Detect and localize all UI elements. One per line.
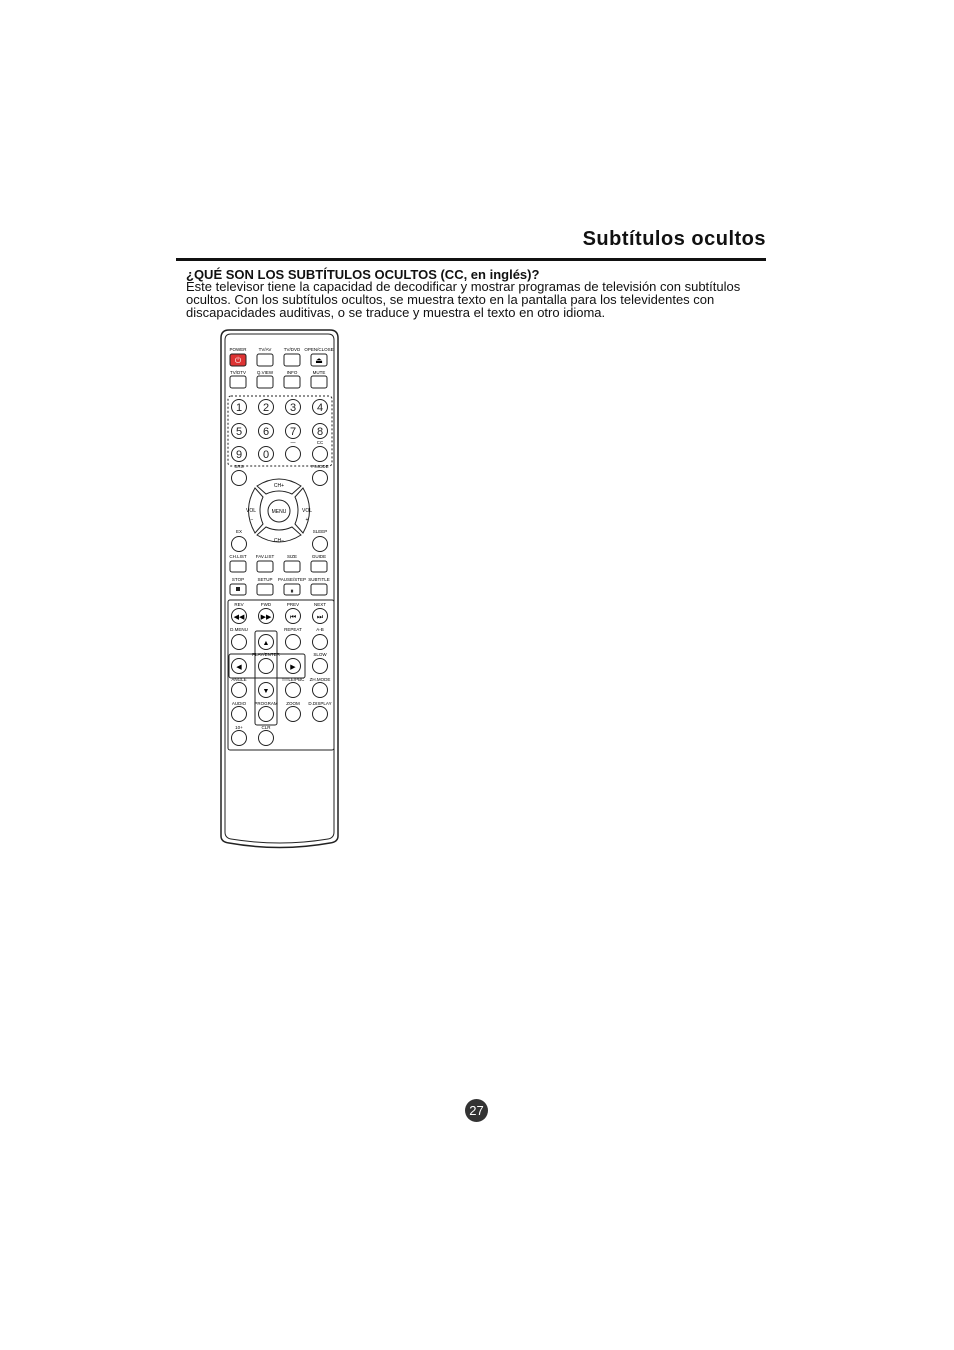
digit-3-label: 3 <box>289 402 297 414</box>
tvdvd-button[interactable] <box>284 354 300 366</box>
clr-button[interactable] <box>259 731 274 746</box>
open-close-label: OPEN/CLOSE <box>304 347 334 352</box>
menu-label: MENU <box>271 509 287 515</box>
sleep-button[interactable] <box>313 537 328 552</box>
sleep-label: SLEEP <box>312 529 328 534</box>
next-label: NEXT <box>313 602 327 607</box>
ex-label: EX <box>235 529 243 534</box>
zhmode-button[interactable] <box>313 683 328 698</box>
body-paragraph: Este televisor tiene la capacidad de decodificar y mostrar programas de televisión con subtítulos ocultos. Con los subtítulos ocultos, se muestra texto en la pantalla para los televidentes con discapacidades auditivas, o se traduce y muestra el texto en otro idioma. <box>186 279 741 320</box>
setup-label: SETUP <box>257 577 273 582</box>
button-row-seek <box>232 609 328 624</box>
play-enter-button[interactable] <box>259 659 274 674</box>
favlist-label: FAV.LIST <box>255 554 275 559</box>
digit-4-label: 4 <box>316 402 324 414</box>
digit-1-label: 1 <box>235 402 243 414</box>
repeat-label: REPEAT <box>284 627 302 632</box>
vol-up-label: VOL <box>301 508 313 514</box>
size-button[interactable] <box>284 561 300 572</box>
page-number-badge: 27 <box>465 1099 488 1122</box>
arrow-up-icon: ▲ <box>262 640 270 647</box>
remote-control-illustration <box>212 326 347 852</box>
guide-button[interactable] <box>311 561 327 572</box>
previous-icon: ⏮ <box>289 614 297 621</box>
angle-button[interactable] <box>232 683 247 698</box>
digit-8-label: 8 <box>316 426 324 438</box>
angle-label: ANGLE <box>231 677 247 682</box>
audio-label: AUDIO <box>231 701 247 706</box>
dmenu-label: D.MENU <box>230 627 248 632</box>
cc-button[interactable] <box>313 447 328 462</box>
button-row-1 <box>229 347 333 366</box>
favlist-button[interactable] <box>257 561 273 572</box>
pause-step-label: PAUSE/STEP <box>278 577 306 582</box>
fwd-label: FWD <box>260 602 272 607</box>
pmode-label: P.MODE <box>311 464 329 469</box>
arrow-right-icon: ▶ <box>290 664 296 671</box>
chlist-button[interactable] <box>230 561 246 572</box>
ten-plus-label: 10+ <box>235 725 243 730</box>
setup-button[interactable] <box>257 584 273 595</box>
digit-9-label: 9 <box>235 449 243 461</box>
info-button[interactable] <box>284 376 300 388</box>
info-label: INFO <box>286 370 298 375</box>
subtitle-label: SUBTITLE <box>308 577 330 582</box>
subtitle-button[interactable] <box>311 584 327 595</box>
mute-button[interactable] <box>311 376 327 388</box>
vol-down-label: VOL <box>245 508 257 514</box>
srs-button[interactable] <box>232 471 247 486</box>
ddisplay-button[interactable] <box>313 707 328 722</box>
slow-label: SLOW <box>313 652 327 657</box>
pmode-button[interactable] <box>313 471 328 486</box>
srs-label: SRS <box>234 464 244 469</box>
stop-label: STOP <box>231 577 245 582</box>
next-icon: ⏭ <box>316 614 324 621</box>
fast-forward-icon: ▶▶ <box>260 614 272 621</box>
mute-label: MUTE <box>312 370 326 375</box>
digit-5-label: 5 <box>235 426 243 438</box>
eject-icon: ⏏ <box>315 356 323 365</box>
title-rule <box>176 258 766 261</box>
button-row-lists <box>230 561 327 572</box>
guide-label: GUIDE <box>311 554 327 559</box>
qview-label: Q.VIEW <box>256 370 274 375</box>
ex-button[interactable] <box>232 537 247 552</box>
zoom-button[interactable] <box>286 707 301 722</box>
vol-down-sign: − <box>250 517 254 523</box>
button-row-2 <box>230 370 327 388</box>
arrow-left-icon: ◀ <box>236 664 242 671</box>
rev-label: REV <box>234 602 244 607</box>
tvav-button[interactable] <box>257 354 273 366</box>
section-heading: ¿QUÉ SON LOS SUBTÍTULOS OCULTOS (CC, en inglés)? <box>186 267 540 282</box>
dash-button[interactable] <box>286 447 301 462</box>
ch-up-label: CH+ <box>273 483 285 489</box>
digit-6-label: 6 <box>262 426 270 438</box>
repeat-button[interactable] <box>286 635 301 650</box>
tvav-label: TV/AV <box>258 347 272 352</box>
page-title: Subtítulos ocultos <box>582 228 766 250</box>
audio-button[interactable] <box>232 707 247 722</box>
tvdtv-button[interactable] <box>230 376 246 388</box>
program-label: PROGRAM <box>254 701 278 706</box>
zhmode-label: ZH.MODE <box>309 677 331 682</box>
dash-label: — <box>290 440 296 446</box>
tvdvd-label: TV/DVD <box>283 347 301 352</box>
zoom-label: ZOOM <box>286 701 300 706</box>
arrow-down-icon: ▼ <box>262 688 270 695</box>
qview-button[interactable] <box>257 376 273 388</box>
ab-button[interactable] <box>313 635 328 650</box>
ch-down-label: CH− <box>273 538 285 544</box>
digit-2-label: 2 <box>262 402 270 414</box>
clr-label: CLR <box>261 725 271 730</box>
title-pbc-button[interactable] <box>286 683 301 698</box>
digit-keypad <box>232 400 328 462</box>
button-row-play <box>230 584 327 595</box>
power-label: POWER <box>229 347 247 352</box>
power-icon: ⏻ <box>234 356 242 365</box>
ddisplay-label: D.DISPLAY <box>308 701 332 706</box>
rewind-icon: ◀◀ <box>233 614 245 621</box>
ten-plus-button[interactable] <box>232 731 247 746</box>
program-button[interactable] <box>259 707 274 722</box>
vol-up-sign: + <box>305 517 309 523</box>
cc-label: CC <box>316 440 324 445</box>
slow-button[interactable] <box>313 659 328 674</box>
pause-icon: ⏸ <box>290 588 294 595</box>
digit-0-label: 0 <box>262 449 270 461</box>
size-label: SIZE <box>286 554 298 559</box>
digit-7-label: 7 <box>289 426 297 438</box>
dmenu-button[interactable] <box>232 635 247 650</box>
ab-label: A-B <box>316 627 324 632</box>
title-pbc-label: TITLE/PBC <box>281 677 305 682</box>
chlist-label: CH.LIST <box>229 554 247 559</box>
stop-icon <box>236 587 240 591</box>
play-enter-label: PLAY/ENTER <box>252 652 280 657</box>
prev-label: PREV <box>286 602 300 607</box>
tvdtv-label: TV/DTV <box>229 370 247 375</box>
